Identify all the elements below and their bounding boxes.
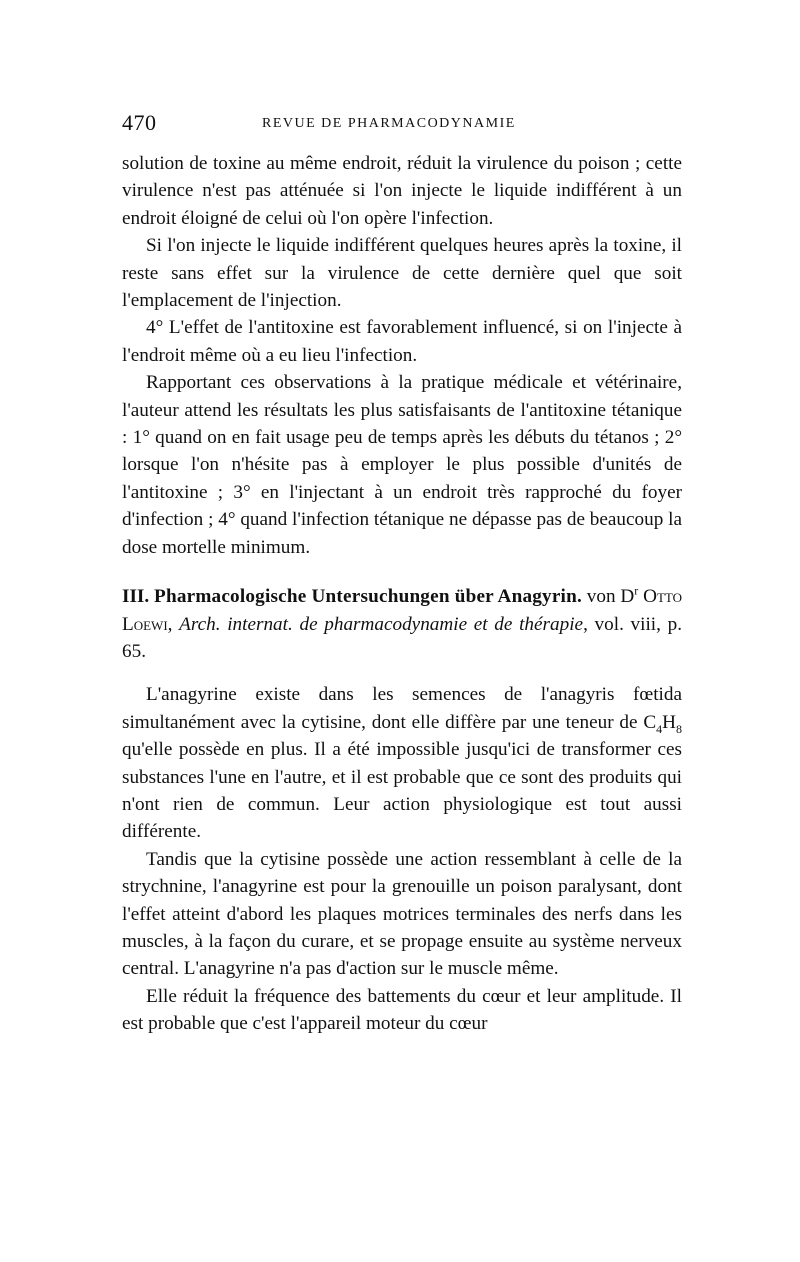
page-number: 470 [122,110,157,135]
running-title: REVUE DE PHARMACODYNAMIE [262,116,516,131]
paragraph-heart-effects: Elle réduit la fréquence des battements du cœur et leur amplitude. Il est probable que c'est l'appareil moteur du cœur [122,985,682,1035]
paragraph-point-4: 4° L'effet de l'antitoxine est favorablement influencé, si on l'injecte à l'endroit même où a eu lieu l'infection. [122,317,682,366]
document-page [122,110,682,1038]
page-header [122,110,682,150]
paragraph-conclusions: Rapportant ces observations à la pratique médicale et vétérinaire, l'auteur attend les résultats les plus satisfaisants de l'antitoxine tétanique : 1° quand on en fait usage peu de temps après les débuts du tétanos ; 2° lorsque l'on n'hésite pas à employer le plus possible d'unités de l'antitoxine ; 3° en l'injectant à un endroit très rapproché du foyer d'infection ; 4° quand l'infection tétanique ne dépasse pas de beaucoup la dose mortelle minimum. [122,372,682,558]
section-number: III. [122,586,150,608]
journal-volume: , vol. viii, p. 65. [122,613,683,662]
journal-name: Arch. internat. de pharmacodynamie et de thérapie [179,613,584,635]
paragraph-injection-timing: Si l'on injecte le liquide indifférent quelques heures après la toxine, il reste sans effet sur la virulence de cette dernière quel que soit l'emplacement de l'injection. [122,235,682,312]
author-prefix: von D [586,586,635,608]
author-prefix-sup: r [634,583,639,598]
paragraph-continuation: solution de toxine au même endroit, réduit la virulence du poison ; cette virulence n'est pas atténuée si l'on injecte le liquide indifférent à un endroit éloigné de celui où l'on opère l'infection. [122,153,682,229]
paragraph-anagyrine-intro: L'anagyrine existe dans les semences de l'anagyris fœtida simultanément avec la cytisine, dont elle diffère par une teneur de $C_4H_8$ qu'elle possède en plus. Il a été impossible jusqu'ici de transformer ces substances l'une en l'autre, et il est probable que ce sont des produits qui n'ont rien de commun. Leur action physiologique est tout aussi différente. [122,684,682,843]
paragraph-cytisine-comparison: Tandis que la cytisine possède une action ressemblant à celle de la strychnine, l'anagyrine est pour la grenouille un poison paralysant, dont l'effet atteint d'abord les plaques motrices terminales des nerfs dans les muscles, à la façon du curare, et se propage ensuite au système nerveux central. L'anagyrine n'a pas d'action sur le muscle même. [122,848,682,980]
author-name: Otto Loewi [122,586,683,635]
section-heading: III. Pharmacologische Untersuchungen über Anagyrin. von $D^r$ Otto Loewi, Arch. internat. de pharmacodynamie et de thérapie, vol. viii, p. 65. [122,583,683,662]
article-title: Pharmacologische Untersuchungen über Anagyrin. [154,586,582,608]
